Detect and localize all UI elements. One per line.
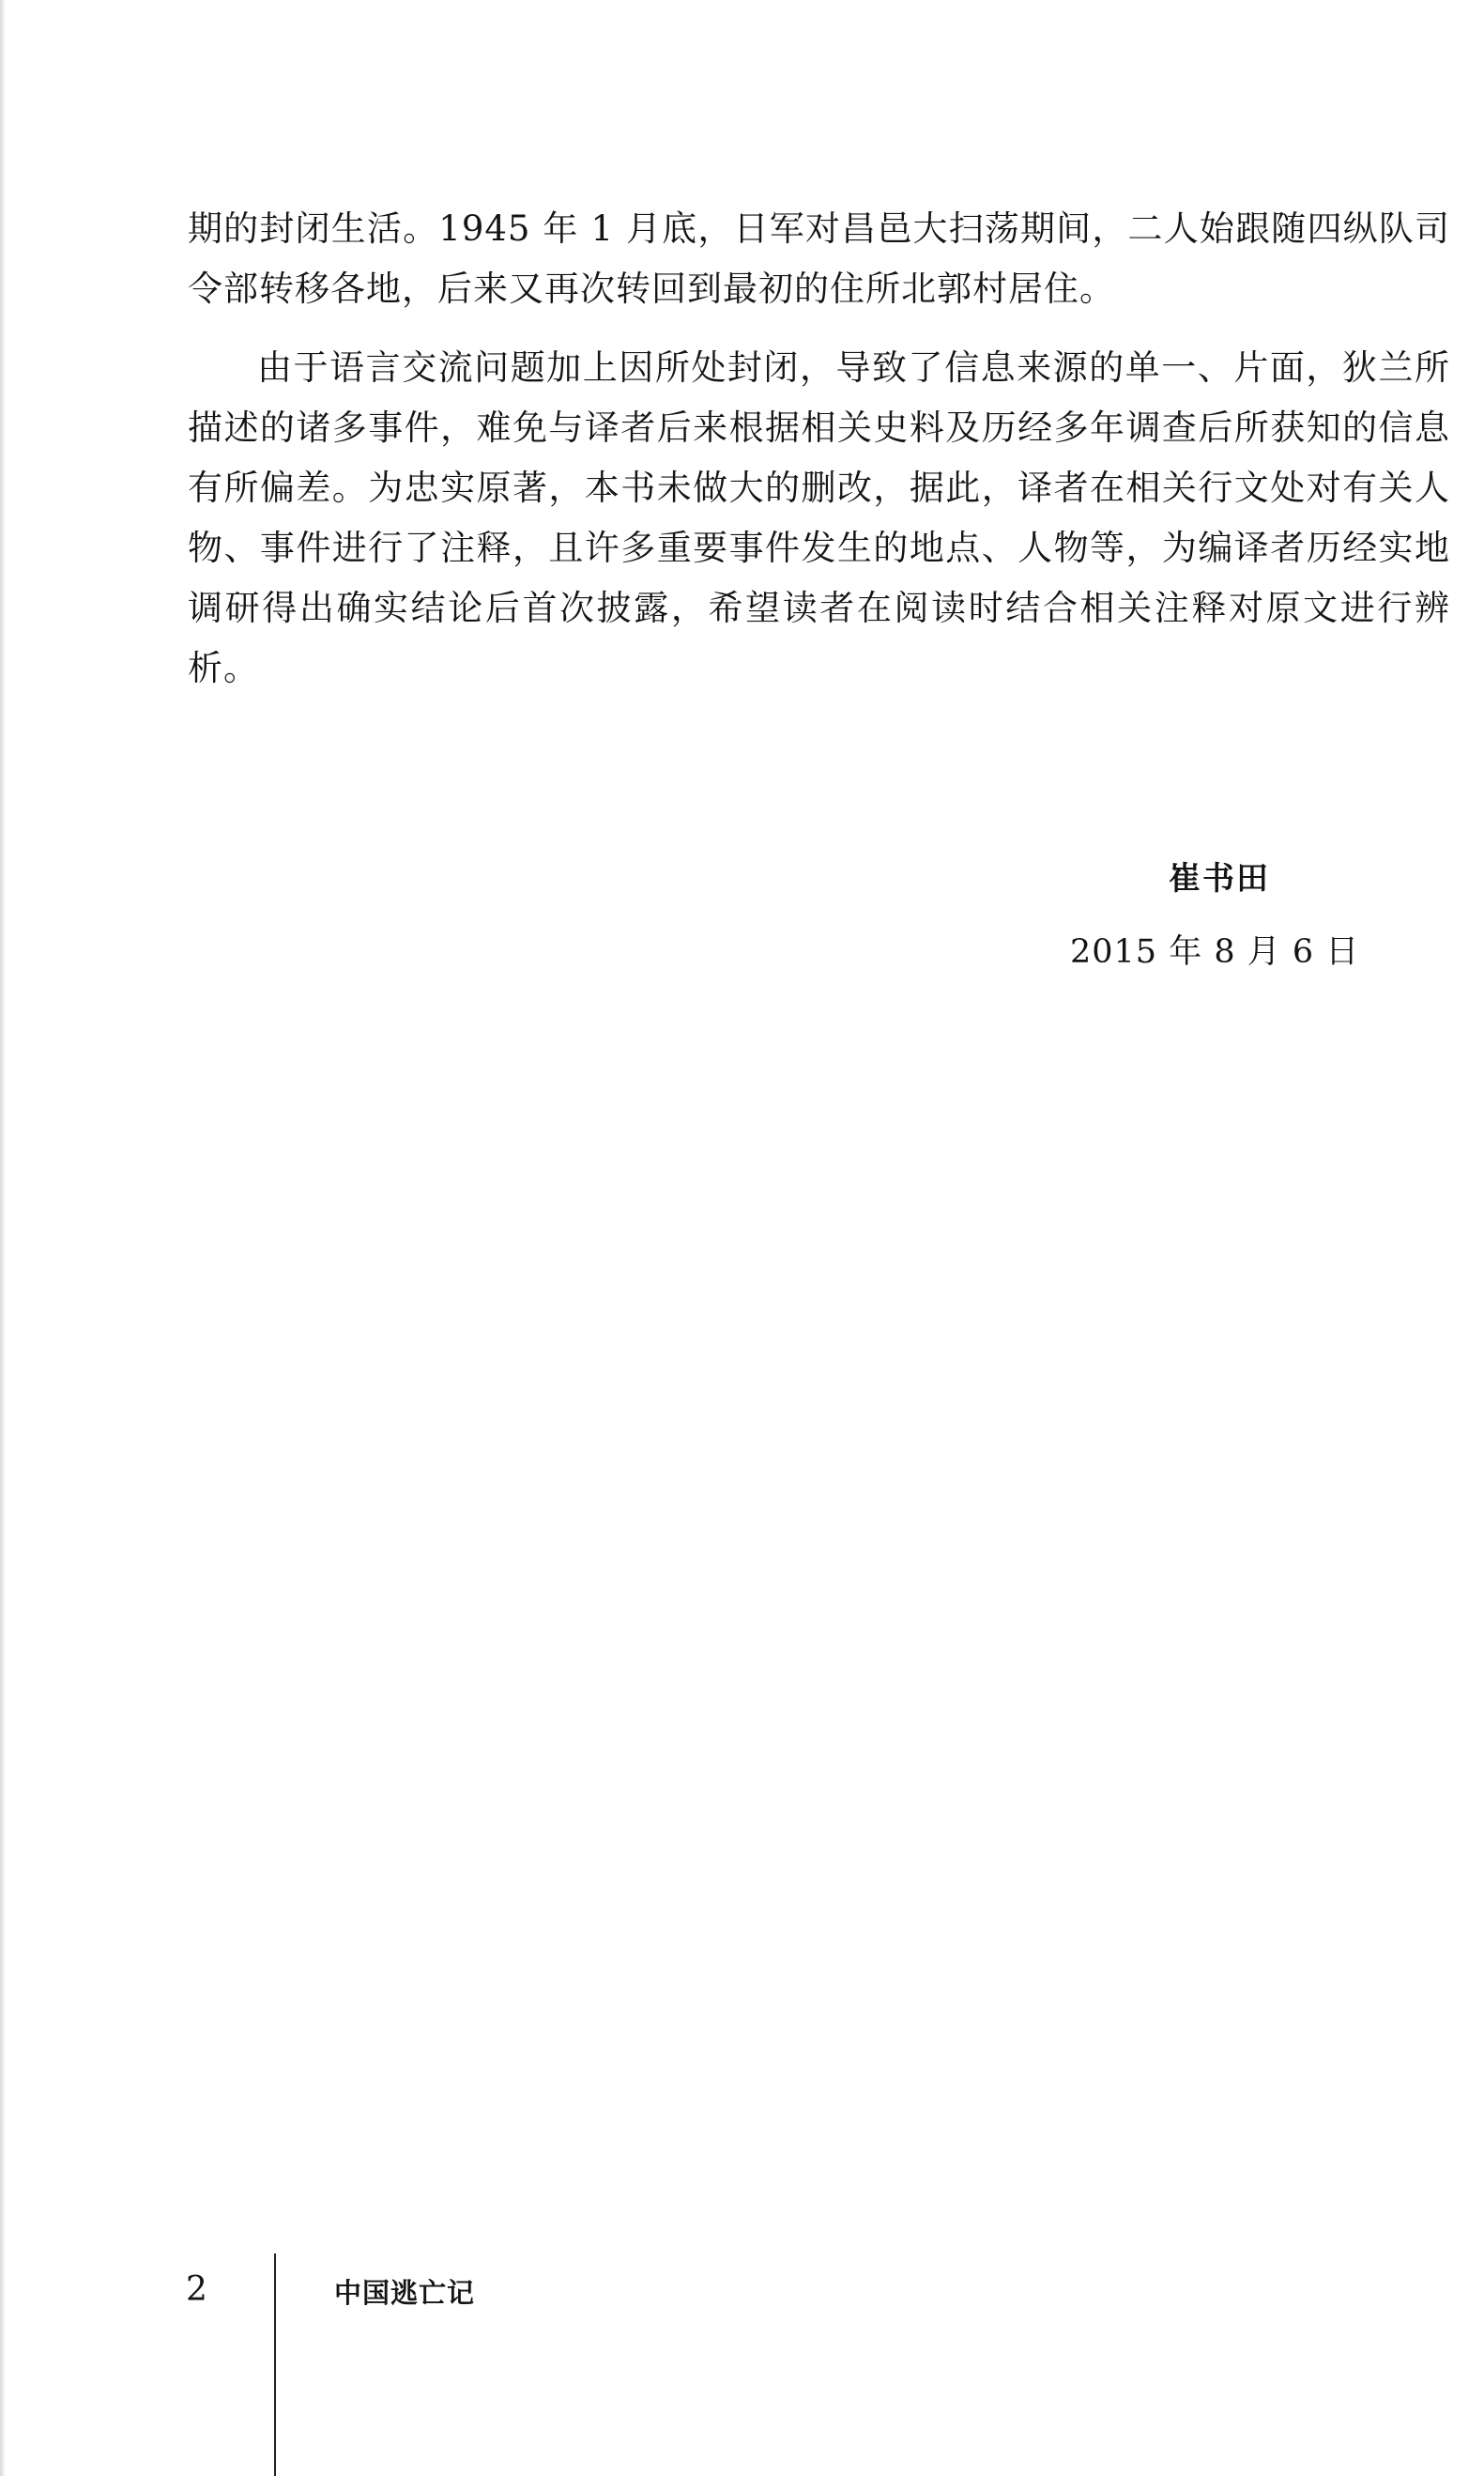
signature-date: 2015 年 8 月 6 日 — [1070, 933, 1360, 971]
signature-author: 崔书田 — [1169, 860, 1270, 898]
footer-divider — [274, 2253, 276, 2476]
paragraph-continued: 期的封闭生活。1945 年 1 月底，日军对昌邑大扫荡期间，二人始跟随四纵队司令部转移各地，后来又再次转回到最初的住所北郭村居住。 — [188, 208, 1451, 309]
running-title: 中国逃亡记 — [334, 2277, 476, 2309]
page-number: 2 — [186, 2270, 207, 2309]
body-text — [188, 199, 1450, 717]
scan-edge-shadow — [0, 0, 6, 2476]
paragraph-translator-note: 由于语言交流问题加上因所处封闭，导致了信息来源的单一、片面，狄兰所描述的诸多事件，难免与译者后来根据相关史料及历经多年调查后所获知的信息有所偏差。为忠实原著，本书未做大的删改，据此，译者在相关行文处对有关人物、事件进行了注释，且许多重要事件发生的地点、人物等，为编译者历经实地调研得出确实结论后首次披露，希望读者在阅读时结合相关注释对原文进行辨析。 — [188, 347, 1450, 688]
